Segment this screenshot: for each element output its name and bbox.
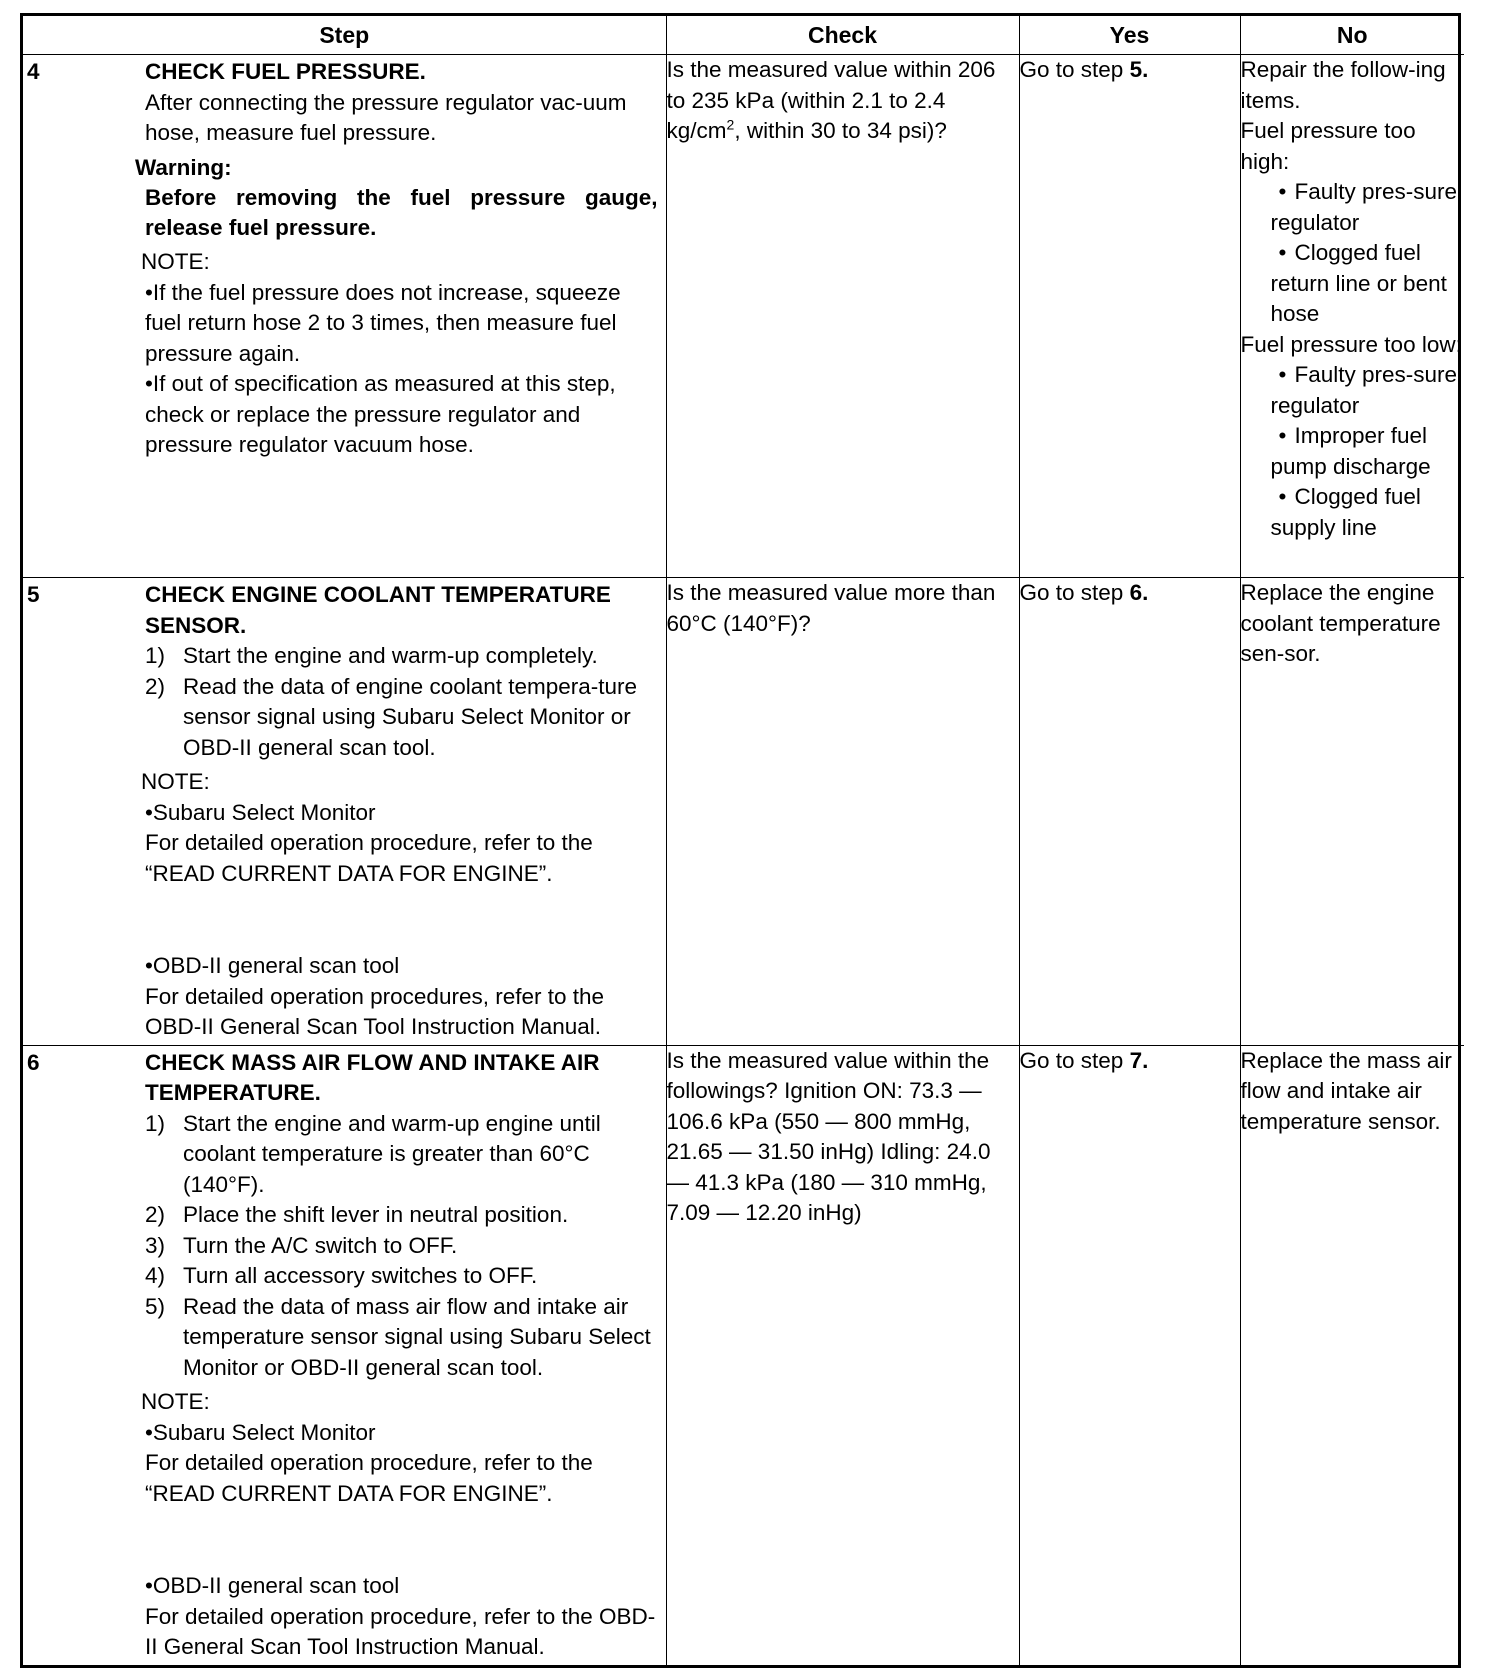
step-title: CHECK ENGINE COOLANT TEMPERATURE SENSOR.	[145, 582, 611, 638]
no-low-list	[1241, 360, 1465, 543]
procedure-step	[145, 1231, 658, 1262]
procedure-step-text: Read the data of engine coolant tempera-ture sensor signal using Subaru Select Monitor or OBD-II general scan tool.	[183, 673, 638, 760]
procedure-step-number: 1)	[145, 643, 166, 668]
header-step: Step	[23, 16, 666, 55]
step-6-yes	[1019, 1045, 1240, 1665]
procedure-step	[145, 1200, 658, 1231]
step-5-check: Is the measured value more than 60°C (140°F)?	[666, 578, 1019, 1046]
note-title: •Subaru Select Monitor	[145, 1419, 376, 1445]
list-item-text: Faulty pres-sure regulator	[1270, 362, 1458, 418]
diagnostic-table	[23, 16, 1464, 1665]
check-text-cont: , within 30 to 34 psi)?	[734, 118, 947, 143]
step-4-cell	[23, 55, 666, 578]
list-item	[1271, 482, 1465, 543]
procedure-list	[145, 1109, 658, 1384]
bullet: •	[1278, 423, 1287, 448]
procedure-step-text: Start the engine and warm-up engine until coolant temperature is greater than 60°C (140°F).	[183, 1110, 601, 1197]
note-text: For detailed operation procedure, refer to the OBD-II General Scan Tool Instruction Manual.	[145, 1603, 656, 1659]
list-item-text: Faulty pres-sure regulator	[1270, 179, 1458, 235]
note-title: •OBD-II general scan tool	[145, 953, 400, 978]
list-item-text: Clogged fuel return line or bent hose	[1270, 240, 1447, 326]
bullet: •	[1278, 179, 1287, 204]
step-6-cell	[23, 1045, 666, 1665]
procedure-step-text: Place the shift lever in neutral position.	[183, 1202, 569, 1227]
check-superscript: 2	[726, 116, 735, 133]
list-item-text: Improper fuel pump discharge	[1270, 423, 1431, 479]
diagnostic-table-frame	[20, 13, 1461, 1668]
note-text: For detailed operation procedures, refer to the OBD-II General Scan Tool Instruction Manual.	[145, 983, 605, 1039]
list-item	[1271, 238, 1465, 330]
list-item	[1271, 177, 1465, 238]
table-row-step-6	[23, 1045, 1464, 1665]
bullet: •	[1278, 240, 1287, 265]
procedure-step-text: Start the engine and warm-up completely.	[183, 643, 598, 668]
procedure-step	[145, 672, 658, 764]
header-check: Check	[666, 16, 1019, 55]
list-item	[1271, 421, 1465, 482]
procedure-step	[145, 1261, 658, 1292]
note-text: For detailed operation procedure, refer to the “READ CURRENT DATA FOR ENGINE”.	[145, 830, 593, 886]
procedure-step-number: 2)	[145, 1202, 166, 1227]
yes-step-ref: 6.	[1129, 580, 1149, 605]
step-title: CHECK MASS AIR FLOW AND INTAKE AIR TEMPERATURE.	[145, 1049, 600, 1105]
yes-text: Go to step	[1019, 57, 1130, 82]
note-title: •Subaru Select Monitor	[145, 799, 376, 825]
header-no: No	[1240, 16, 1464, 55]
step-title: CHECK FUEL PRESSURE.	[145, 59, 426, 84]
note-text: For detailed operation procedure, refer to the “READ CURRENT DATA FOR ENGINE”.	[145, 1450, 593, 1506]
note-label: NOTE:	[141, 1389, 210, 1414]
step-4-yes	[1019, 55, 1240, 578]
step-5-cell	[23, 578, 666, 1046]
procedure-step	[145, 1292, 658, 1384]
procedure-step-text: Turn the A/C switch to OFF.	[183, 1232, 458, 1258]
step-4-no	[1240, 55, 1464, 578]
list-item	[1271, 360, 1465, 421]
procedure-step-number: 5)	[145, 1293, 166, 1319]
procedure-step	[145, 1109, 658, 1201]
step-5-no: Replace the engine coolant temperature sen-sor.	[1240, 578, 1464, 1046]
header-yes: Yes	[1019, 16, 1240, 55]
step-intro: After connecting the pressure regulator vac-uum hose, measure fuel pressure.	[145, 89, 627, 145]
note-label: NOTE:	[141, 249, 210, 274]
no-high-label: Fuel pressure too high:	[1240, 118, 1416, 174]
procedure-step	[145, 641, 658, 672]
list-item-text: Clogged fuel supply line	[1270, 484, 1421, 540]
no-high-list	[1241, 177, 1465, 330]
table-row-step-5	[23, 578, 1464, 1046]
procedure-step-text: Turn all accessory switches to OFF.	[183, 1263, 538, 1288]
step-number: 4	[27, 59, 40, 84]
yes-text: Go to step	[1019, 580, 1130, 605]
note-label: NOTE:	[141, 769, 210, 794]
warning-text: Before removing the fuel pressure gauge, release fuel pressure.	[145, 185, 658, 240]
yes-step-ref: 7.	[1129, 1047, 1149, 1073]
step-number: 6	[27, 1049, 40, 1075]
procedure-step-text: Read the data of mass air flow and intake air temperature sensor signal using Subaru Select Monitor or OBD-II general scan tool.	[183, 1293, 651, 1380]
step-4-check	[666, 55, 1019, 578]
warning-label: Warning:	[135, 154, 232, 180]
note-item: •If out of specification as measured at this step, check or replace the pressure regulator and pressure regulator vacuum hose.	[145, 371, 616, 457]
table-header-row	[23, 16, 1464, 55]
procedure-list	[145, 641, 658, 763]
step-6-check: Is the measured value within the followings? Ignition ON: 73.3 — 106.6 kPa (550 — 800 mmHg, 21.65 — 31.50 inHg) Idling: 24.0 — 41.3 kPa (180 — 310 mmHg, 7.09 — 12.20 inHg)	[666, 1045, 1019, 1665]
procedure-step-number: 2)	[145, 673, 166, 699]
no-intro: Repair the follow-ing items.	[1240, 57, 1446, 113]
procedure-step-number: 1)	[145, 1110, 166, 1136]
yes-text: Go to step	[1019, 1047, 1130, 1073]
procedure-step-number: 3)	[145, 1232, 166, 1258]
yes-step-ref: 5.	[1129, 57, 1149, 82]
step-number: 5	[27, 582, 40, 607]
step-6-no: Replace the mass air flow and intake air temperature sensor.	[1240, 1045, 1464, 1665]
note-item: •If the fuel pressure does not increase, squeeze fuel return hose 2 to 3 times, then measure fuel pressure again.	[145, 279, 621, 366]
no-low-label: Fuel pressure too low:	[1240, 331, 1462, 357]
step-5-yes	[1019, 578, 1240, 1046]
procedure-step-number: 4)	[145, 1263, 166, 1288]
bullet: •	[1278, 484, 1287, 509]
table-row-step-4	[23, 55, 1464, 578]
bullet: •	[1278, 362, 1287, 387]
note-title: •OBD-II general scan tool	[145, 1573, 400, 1598]
check-text: Is the measured value within 206 to 235 kPa (within 2.1 to 2.4 kg/cm	[666, 57, 996, 143]
